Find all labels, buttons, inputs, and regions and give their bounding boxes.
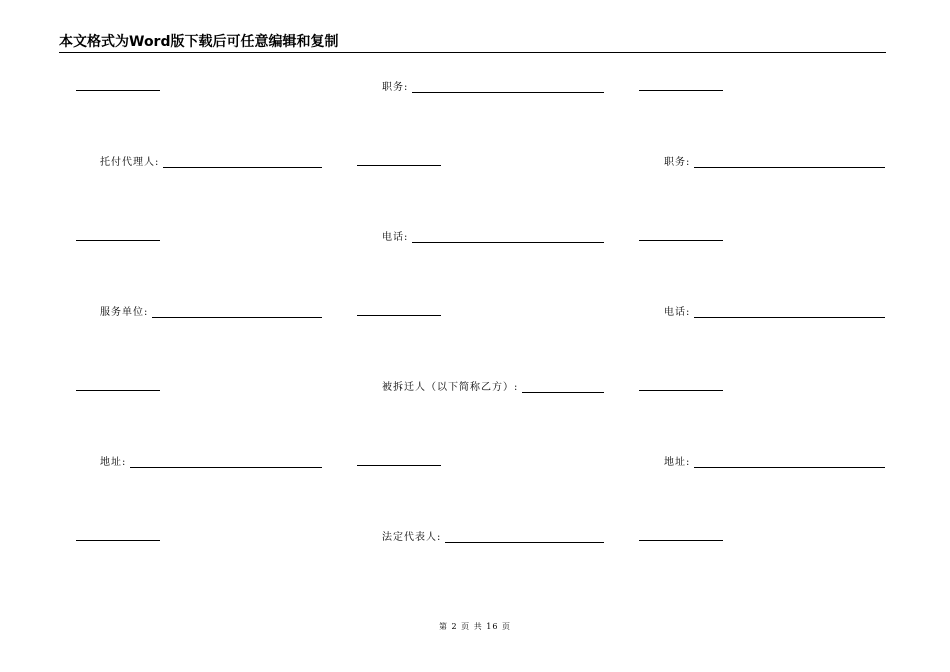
fill-line [130, 467, 322, 468]
field-label: 电话: [664, 307, 691, 318]
blank-line [357, 315, 441, 316]
blank-line [357, 165, 441, 166]
fill-line [412, 92, 604, 93]
fill-line [694, 467, 885, 468]
field-position-right [664, 153, 885, 169]
field-phone [382, 228, 604, 244]
field-phone-right [664, 303, 885, 319]
page-header [59, 33, 886, 53]
fill-line [163, 167, 322, 168]
blank-line [639, 390, 723, 391]
blank-line [76, 240, 160, 241]
field-label: 地址: [100, 457, 127, 468]
field-label: 职务: [382, 82, 409, 93]
field-address [100, 453, 322, 469]
field-label: 法定代表人: [382, 532, 442, 543]
blank-line [357, 465, 441, 466]
header-title: 本文格式为Word版下载后可任意编辑和复制 [59, 34, 339, 50]
fill-line [694, 317, 885, 318]
field-label: 地址: [664, 457, 691, 468]
field-relocatee [382, 378, 604, 394]
field-address-right [664, 453, 885, 469]
field-label: 服务单位: [100, 307, 149, 318]
field-agent [100, 153, 322, 169]
fill-line [445, 542, 604, 543]
blank-line [639, 240, 723, 241]
page-number: 第 2 页 共 16 页 [439, 622, 511, 631]
blank-line [76, 540, 160, 541]
field-label: 托付代理人: [100, 157, 160, 168]
field-legal-rep [382, 528, 604, 544]
fill-line [412, 242, 604, 243]
field-label: 被拆迁人（以下简称乙方）: [382, 382, 519, 393]
fill-line [694, 167, 885, 168]
blank-line [639, 540, 723, 541]
field-label: 电话: [382, 232, 409, 243]
blank-line [76, 390, 160, 391]
fill-line [522, 392, 604, 393]
field-label: 职务: [664, 157, 691, 168]
blank-line [639, 90, 723, 91]
fill-line [152, 317, 322, 318]
field-employer [100, 303, 322, 319]
blank-line [76, 90, 160, 91]
field-position [382, 78, 604, 94]
